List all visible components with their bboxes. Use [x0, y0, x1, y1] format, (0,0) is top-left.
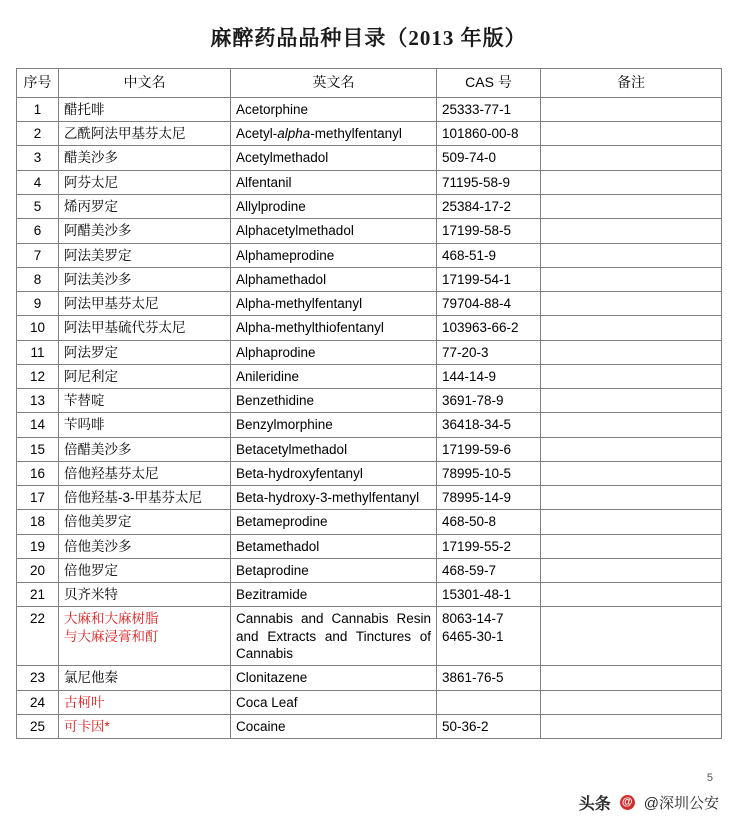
- cell-english-name: Alpha-methylfentanyl: [231, 292, 437, 316]
- cell-english-name: Bezitramide: [231, 583, 437, 607]
- cell-cas-number: 468-51-9: [437, 243, 541, 267]
- table-row: [17, 666, 722, 690]
- table-row: [17, 243, 722, 267]
- column-header-index: 序号: [17, 69, 59, 98]
- cell-cas-number: 36418-34-5: [437, 413, 541, 437]
- cell-cas-number: 17199-54-1: [437, 267, 541, 291]
- cell-chinese-name: 贝齐米特: [59, 583, 231, 607]
- table-row: [17, 122, 722, 146]
- cell-remark: [541, 219, 722, 243]
- cell-remark: [541, 389, 722, 413]
- cell-english-name: Acetylmethadol: [231, 146, 437, 170]
- cell-english-name: Coca Leaf: [231, 690, 437, 714]
- cell-cas-number: 25333-77-1: [437, 97, 541, 121]
- cell-remark: [541, 666, 722, 690]
- catalog-table-container: [0, 68, 737, 739]
- cell-chinese-name: 倍他羟基芬太尼: [59, 461, 231, 485]
- cell-chinese-name: 乙酰阿法甲基芬太尼: [59, 122, 231, 146]
- table-row: [17, 97, 722, 121]
- cell-index: 16: [17, 461, 59, 485]
- column-header-cas: CAS 号: [437, 69, 541, 98]
- cell-remark: [541, 461, 722, 485]
- cell-cas-number: 17199-59-6: [437, 437, 541, 461]
- cell-cas-number: 468-59-7: [437, 558, 541, 582]
- table-row: [17, 607, 722, 666]
- cell-remark: [541, 583, 722, 607]
- cell-english-name: Cannabis and Cannabis Resin and Extracts and Tinctures of Cannabis: [231, 607, 437, 666]
- cell-remark: [541, 413, 722, 437]
- cell-remark: [541, 510, 722, 534]
- cell-english-name: Alfentanil: [231, 170, 437, 194]
- table-row: [17, 316, 722, 340]
- cell-cas-number: 79704-88-4: [437, 292, 541, 316]
- cell-english-name: Alphameprodine: [231, 243, 437, 267]
- cell-index: 24: [17, 690, 59, 714]
- cell-cas-number: 25384-17-2: [437, 194, 541, 218]
- cell-remark: [541, 364, 722, 388]
- cell-remark: [541, 690, 722, 714]
- cell-cas-number: 50-36-2: [437, 714, 541, 738]
- cell-chinese-name: 醋托啡: [59, 97, 231, 121]
- table-row: [17, 364, 722, 388]
- cell-remark: [541, 558, 722, 582]
- table-row: [17, 389, 722, 413]
- cell-remark: [541, 122, 722, 146]
- table-row: [17, 437, 722, 461]
- table-row: [17, 583, 722, 607]
- table-row: [17, 690, 722, 714]
- cell-cas-number: 3691-78-9: [437, 389, 541, 413]
- table-row: [17, 146, 722, 170]
- watermark-dot-icon: @: [620, 795, 635, 810]
- cell-english-name: Betaprodine: [231, 558, 437, 582]
- cell-index: 20: [17, 558, 59, 582]
- cell-english-name: Clonitazene: [231, 666, 437, 690]
- cell-remark: [541, 534, 722, 558]
- cell-cas-number: 144-14-9: [437, 364, 541, 388]
- cell-index: 13: [17, 389, 59, 413]
- cell-remark: [541, 194, 722, 218]
- cell-cas-number: 101860-00-8: [437, 122, 541, 146]
- cell-remark: [541, 267, 722, 291]
- cell-cas-number: 509-74-0: [437, 146, 541, 170]
- cell-index: 7: [17, 243, 59, 267]
- cell-index: 6: [17, 219, 59, 243]
- table-row: [17, 340, 722, 364]
- cell-index: 9: [17, 292, 59, 316]
- cell-chinese-name: 阿芬太尼: [59, 170, 231, 194]
- cell-chinese-name: 倍他羟基-3-甲基芬太尼: [59, 486, 231, 510]
- cell-index: 17: [17, 486, 59, 510]
- cell-index: 4: [17, 170, 59, 194]
- watermark: [579, 791, 719, 814]
- cell-index: 19: [17, 534, 59, 558]
- cell-chinese-name: 古柯叶: [59, 690, 231, 714]
- cell-cas-number: 103963-66-2: [437, 316, 541, 340]
- cell-chinese-name: 倍他美沙多: [59, 534, 231, 558]
- column-header-chinese-name: 中文名: [59, 69, 231, 98]
- cell-chinese-name: 可卡因*: [59, 714, 231, 738]
- table-row: [17, 486, 722, 510]
- cell-english-name: Betacetylmethadol: [231, 437, 437, 461]
- cell-index: 8: [17, 267, 59, 291]
- cell-english-name: Alphacetylmethadol: [231, 219, 437, 243]
- cell-remark: [541, 714, 722, 738]
- cell-chinese-name: 阿法美沙多: [59, 267, 231, 291]
- cell-remark: [541, 97, 722, 121]
- table-row: [17, 461, 722, 485]
- cell-remark: [541, 437, 722, 461]
- toutiao-logo-icon: [579, 791, 611, 814]
- cell-english-name: Benzethidine: [231, 389, 437, 413]
- cell-chinese-name: 醋美沙多: [59, 146, 231, 170]
- cell-index: 22: [17, 607, 59, 666]
- cell-cas-number: [437, 690, 541, 714]
- table-row: [17, 558, 722, 582]
- cell-cas-number: 3861-76-5: [437, 666, 541, 690]
- watermark-account: @深圳公安: [643, 795, 719, 812]
- cell-remark: [541, 486, 722, 510]
- page-number: 5: [706, 772, 713, 784]
- cell-chinese-name: 阿法甲基芬太尼: [59, 292, 231, 316]
- cell-cas-number: 15301-48-1: [437, 583, 541, 607]
- cell-cas-number: 17199-58-5: [437, 219, 541, 243]
- cell-remark: [541, 292, 722, 316]
- cell-remark: [541, 340, 722, 364]
- cell-english-name: Alpha-methylthiofentanyl: [231, 316, 437, 340]
- table-row: [17, 534, 722, 558]
- table-row: [17, 714, 722, 738]
- cell-remark: [541, 170, 722, 194]
- cell-index: 14: [17, 413, 59, 437]
- cell-english-name: Acetyl-alpha-methylfentanyl: [231, 122, 437, 146]
- watermark-brand: 头条: [578, 796, 611, 813]
- table-row: [17, 292, 722, 316]
- cell-index: 18: [17, 510, 59, 534]
- cell-chinese-name: 倍他罗定: [59, 558, 231, 582]
- cell-chinese-name: 阿醋美沙多: [59, 219, 231, 243]
- cell-english-name: Acetorphine: [231, 97, 437, 121]
- cell-cas-number: 77-20-3: [437, 340, 541, 364]
- table-row: [17, 219, 722, 243]
- cell-index: 25: [17, 714, 59, 738]
- cell-index: 21: [17, 583, 59, 607]
- table-row: [17, 510, 722, 534]
- cell-chinese-name: 阿法罗定: [59, 340, 231, 364]
- cell-english-name: Anileridine: [231, 364, 437, 388]
- cell-chinese-name: 阿法甲基硫代芬太尼: [59, 316, 231, 340]
- cell-cas-number: 78995-14-9: [437, 486, 541, 510]
- column-header-english-name: 英文名: [231, 69, 437, 98]
- page-title: 麻醉药品品种目录（2013 年版）: [210, 26, 527, 50]
- cell-chinese-name: 烯丙罗定: [59, 194, 231, 218]
- cell-index: 12: [17, 364, 59, 388]
- cell-index: 11: [17, 340, 59, 364]
- cell-remark: [541, 243, 722, 267]
- cell-chinese-name: 倍他美罗定: [59, 510, 231, 534]
- cell-english-name: Beta-hydroxy-3-methylfentanyl: [231, 486, 437, 510]
- cell-english-name: Betameprodine: [231, 510, 437, 534]
- cell-index: 1: [17, 97, 59, 121]
- cell-chinese-name: 苄吗啡: [59, 413, 231, 437]
- cell-cas-number: 17199-55-2: [437, 534, 541, 558]
- cell-chinese-name: 大麻和大麻树脂 与大麻浸膏和酊: [59, 607, 231, 666]
- table-header-row: [17, 69, 722, 98]
- table-row: [17, 267, 722, 291]
- cell-english-name: Allylprodine: [231, 194, 437, 218]
- cell-english-name: Benzylmorphine: [231, 413, 437, 437]
- cell-english-name: Cocaine: [231, 714, 437, 738]
- cell-chinese-name: 氯尼他秦: [59, 666, 231, 690]
- cell-index: 15: [17, 437, 59, 461]
- cell-english-name: Alphaprodine: [231, 340, 437, 364]
- narcotic-drug-catalog-table: [16, 68, 722, 739]
- table-row: [17, 413, 722, 437]
- column-header-remark: 备注: [541, 69, 722, 98]
- cell-english-name: Beta-hydroxyfentanyl: [231, 461, 437, 485]
- cell-index: 3: [17, 146, 59, 170]
- cell-chinese-name: 倍醋美沙多: [59, 437, 231, 461]
- cell-chinese-name: 阿法美罗定: [59, 243, 231, 267]
- cell-cas-number: 71195-58-9: [437, 170, 541, 194]
- cell-remark: [541, 146, 722, 170]
- cell-cas-number: 8063-14-7 6465-30-1: [437, 607, 541, 666]
- cell-remark: [541, 316, 722, 340]
- cell-remark: [541, 607, 722, 666]
- cell-english-name: Betamethadol: [231, 534, 437, 558]
- table-row: [17, 170, 722, 194]
- table-body: [17, 97, 722, 738]
- cell-chinese-name: 苄替啶: [59, 389, 231, 413]
- cell-index: 10: [17, 316, 59, 340]
- cell-chinese-name: 阿尼利定: [59, 364, 231, 388]
- cell-cas-number: 468-50-8: [437, 510, 541, 534]
- cell-english-name: Alphamethadol: [231, 267, 437, 291]
- cell-index: 2: [17, 122, 59, 146]
- table-row: [17, 194, 722, 218]
- cell-index: 5: [17, 194, 59, 218]
- cell-cas-number: 78995-10-5: [437, 461, 541, 485]
- cell-index: 23: [17, 666, 59, 690]
